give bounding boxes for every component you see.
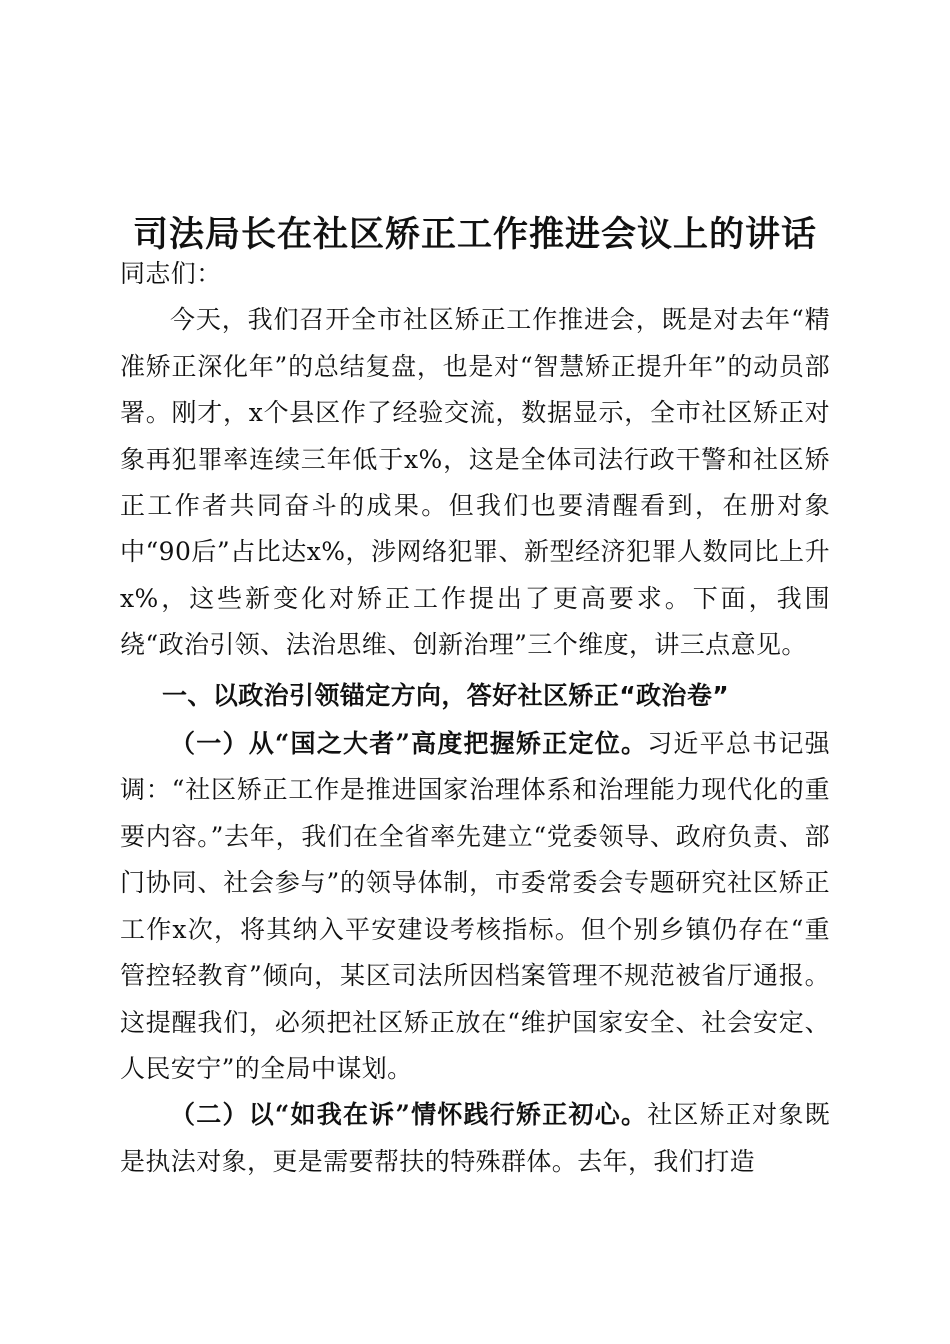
subsection-paragraph-2 (120, 1092, 830, 1185)
subsection-lead-2: （二）以“如我在诉”情怀践行矫正初心。 (170, 1100, 648, 1130)
document-body (120, 251, 830, 1185)
subsection-lead-1: （一）从“国之大者”高度把握矫正定位。 (170, 729, 648, 759)
subsection-body-2: 社区矫正对象既是执法对象，更是需要帮扶的特殊群体。去年，我们打造 (120, 1100, 830, 1176)
section-heading-1: 一、以政治引领锚定方向，答好社区矫正“政治卷” (162, 680, 730, 710)
subsection-paragraph-1 (120, 721, 830, 1092)
document-title: 司法局长在社区矫正工作推进会议上的讲话 (132, 215, 817, 255)
salutation: 同志们： (120, 259, 222, 288)
intro-paragraph: 今天，我们召开全市社区矫正工作推进会，既是对去年“精准矫正深化年”的总结复盘，也是对“智慧矫正提升年”的动员部署。刚才，x个县区作了经验交流，数据显示，全市社区矫正对象再犯罪率连续三年低于x%，这是全体司法行政干警和社区矫正工作者共同奋斗的成果。但我们也要清醒看到，在册对象中“90后”占比达x%，涉网络犯罪、新型经济犯罪人数同比上升x%，这些新变化对矫正工作提出了更高要求。下面，我围绕“政治引领、法治思维、创新治理”三个维度，讲三点意见。 (120, 305, 830, 660)
subsection-body-1: 习近平总书记强调：“社区矫正工作是推进国家治理体系和治理能力现代化的重要内容。”去年，我们在全省率先建立“党委领导、政府负责、部门协同、社会参与”的领导体制，市委常委会专题研究社区矫正工作x次，将其纳入平安建设考核指标。但个别乡镇仍存在“重管控轻教育”倾向，某区司法所因档案管理不规范被省厅通报。这提醒我们，必须把社区矫正放在“维护国家安全、社会安定、人民安宁”的全局中谋划。 (120, 729, 830, 1083)
